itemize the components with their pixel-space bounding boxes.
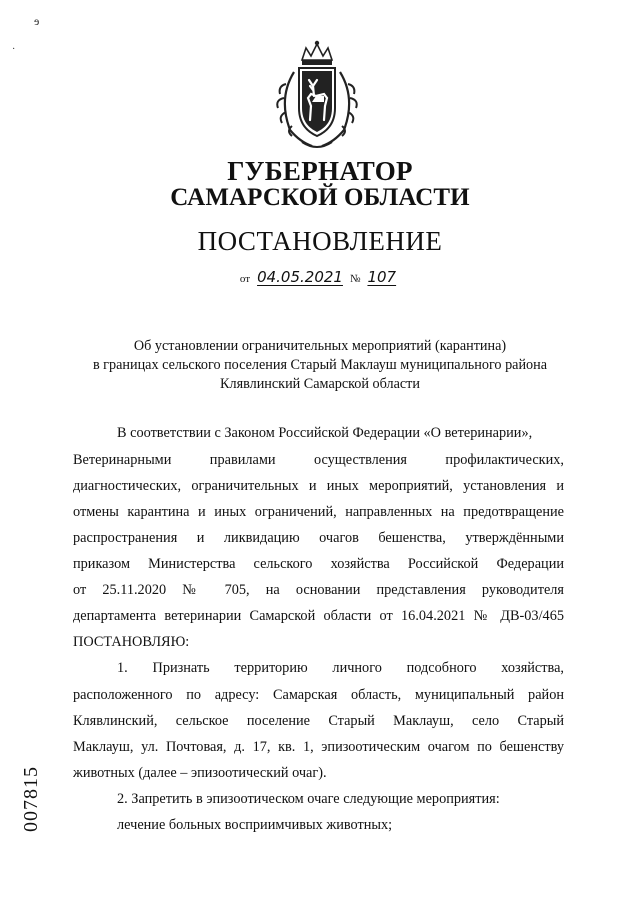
body-line: отмены карантина и иных ограничений, направленных на предотвращение [73,504,564,520]
subject-line: Об установлении ограничительных мероприятий (карантина) [133,338,507,354]
subject-line: в границах сельского поселения Старый Маклауш муниципального района [92,357,548,373]
body-line: Маклауш, ул. Почтовая, д. 17, кв. 1, эпизоотическим очагом по бешенству [73,739,564,755]
body-line: животных (далее – эпизоотический очаг). [73,765,327,781]
date-value: 04.05.2021 [257,268,343,286]
body-line: распространения и ликвидацию очагов бешенства, утверждёнными [73,530,564,546]
subject-line: Клявлинский Самарской области [220,376,420,392]
body-line: Клявлинский, сельское поселение Старый Маклауш, село Старый [73,713,564,729]
body-line: 2. Запретить в эпизоотическом очаге следующие мероприятия: [117,791,500,807]
body-line: от 25.11.2020 № 705, на основании представления руководителя [73,582,564,598]
body-line: приказом Министерства сельского хозяйства Российской Федерации [73,556,564,572]
body-line: лечение больных восприимчивых животных; [117,817,393,833]
side-serial-number: 007815 [20,766,42,832]
number-value: 107 [367,268,397,286]
body-line: Ветеринарными правилами осуществления профилактических, [73,452,564,468]
margin-mark: ɘ [34,14,40,28]
body-line: 1. Признать территорию личного подсобного хозяйства, [117,660,564,676]
document-subject [40,337,600,394]
body-line: расположенного по адресу: Самарская область, муниципальный район [73,687,564,703]
header-title-governor: ГУБЕРНАТОР [227,156,413,186]
coat-of-arms-icon [272,38,362,154]
margin-dot: · [12,44,16,55]
body-line: В соответствии с Законом Российской Федерации «О ветеринарии», [117,425,533,441]
number-label: № [349,273,361,285]
body-line: департамента ветеринарии Самарской области от 16.04.2021 № ДВ-03/465 [73,608,564,624]
body-line: диагностических, ограничительных и иных мероприятий, установления и [73,478,564,494]
body-line: ПОСТАНОВЛЯЮ: [73,634,190,650]
date-label: от [239,273,251,285]
document-date-number [0,268,640,286]
document-type: ПОСТАНОВЛЕНИЕ [197,226,443,256]
header-title-region: САМАРСКОЙ ОБЛАСТИ [170,184,470,211]
